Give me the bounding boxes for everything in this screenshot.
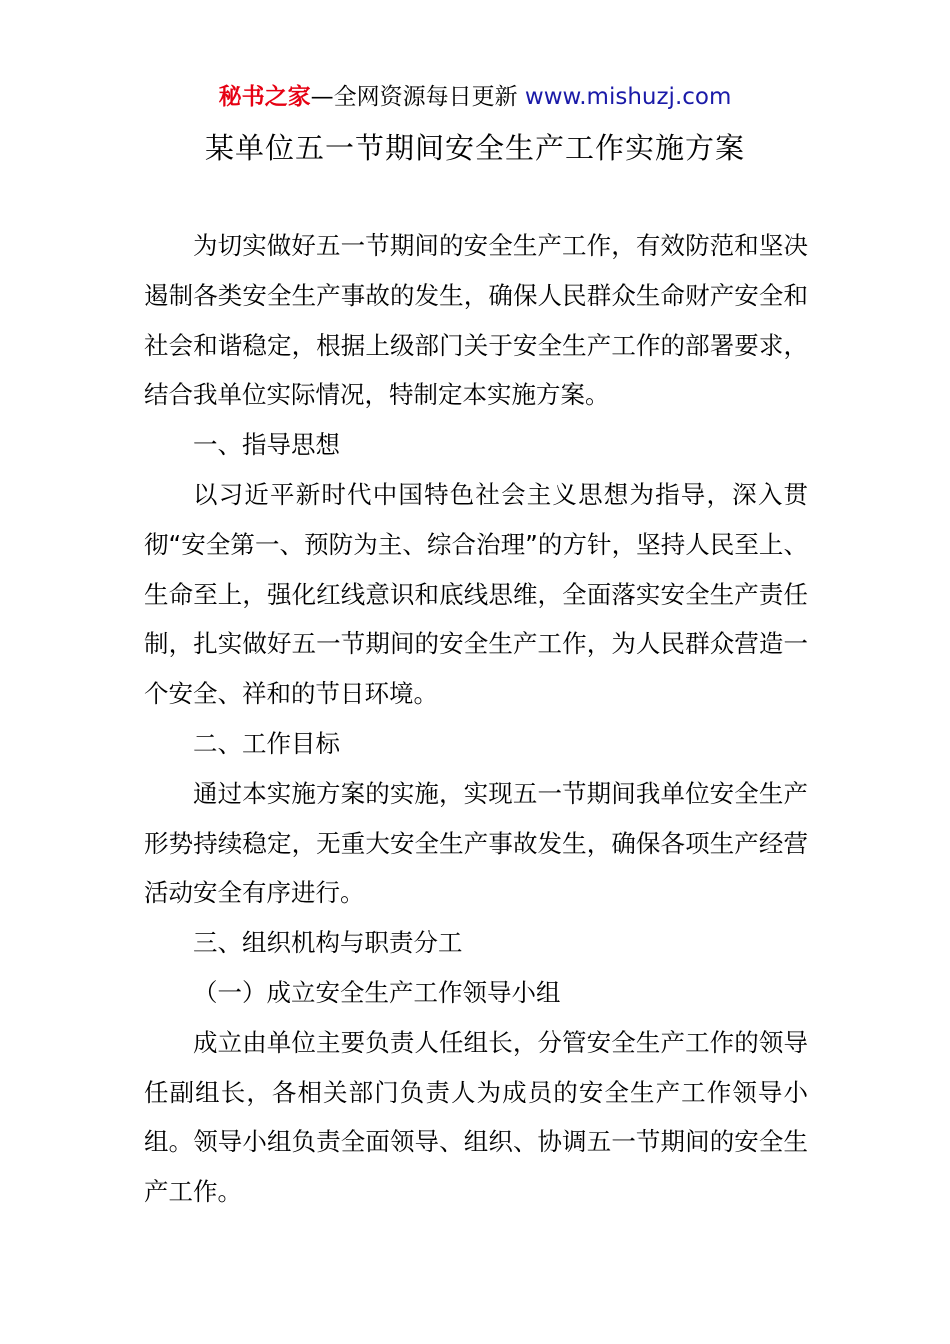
document-title: 某单位五一节期间安全生产工作实施方案: [204, 131, 745, 165]
section-heading-organization: 三、组织机构与职责分工: [193, 928, 463, 958]
subsection-heading-leading-group: （一）成立安全生产工作领导小组: [193, 977, 561, 1007]
site-header: [0, 80, 950, 114]
header-tagline: —全网资源每日更新: [310, 84, 518, 110]
leading-group-paragraph: 成立由单位主要负责人任组长，分管安全生产工作的领导任副组长，各相关部门负责人为成员的安全生产工作领导小组。领导小组负责全面领导、组织、协调五一节期间的安全生产工作。: [144, 1027, 808, 1207]
section-heading-work-goals: 二、工作目标: [193, 728, 340, 758]
brand-name: 秘书之家: [218, 84, 311, 110]
intro-paragraph: 为切实做好五一节期间的安全生产工作，有效防范和坚决遏制各类安全生产事故的发生，确保人民群众生命财产安全和社会和谐稳定，根据上级部门关于安全生产工作的部署要求，结合我单位实际情况，特制定本实施方案。: [144, 231, 808, 410]
section-heading-guiding-ideology: 一、指导思想: [193, 430, 340, 460]
guiding-ideology-paragraph: 以习近平新时代中国特色社会主义思想为指导，深入贯彻“安全第一、预防为主、综合治理”的方针，坚持人民至上、生命至上，强化红线意识和底线思维，全面落实安全生产责任制，扎实做好五一节期间的安全生产工作，为人民群众营造一个安全、祥和的节日环境。: [144, 479, 808, 709]
work-goals-paragraph: 通过本实施方案的实施，实现五一节期间我单位安全生产形势持续稳定，无重大安全生产事故发生，确保各项生产经营活动安全有序进行。: [144, 778, 808, 908]
site-url-link[interactable]: www.mishuzj.com: [524, 84, 732, 110]
document-body: [144, 221, 808, 1217]
